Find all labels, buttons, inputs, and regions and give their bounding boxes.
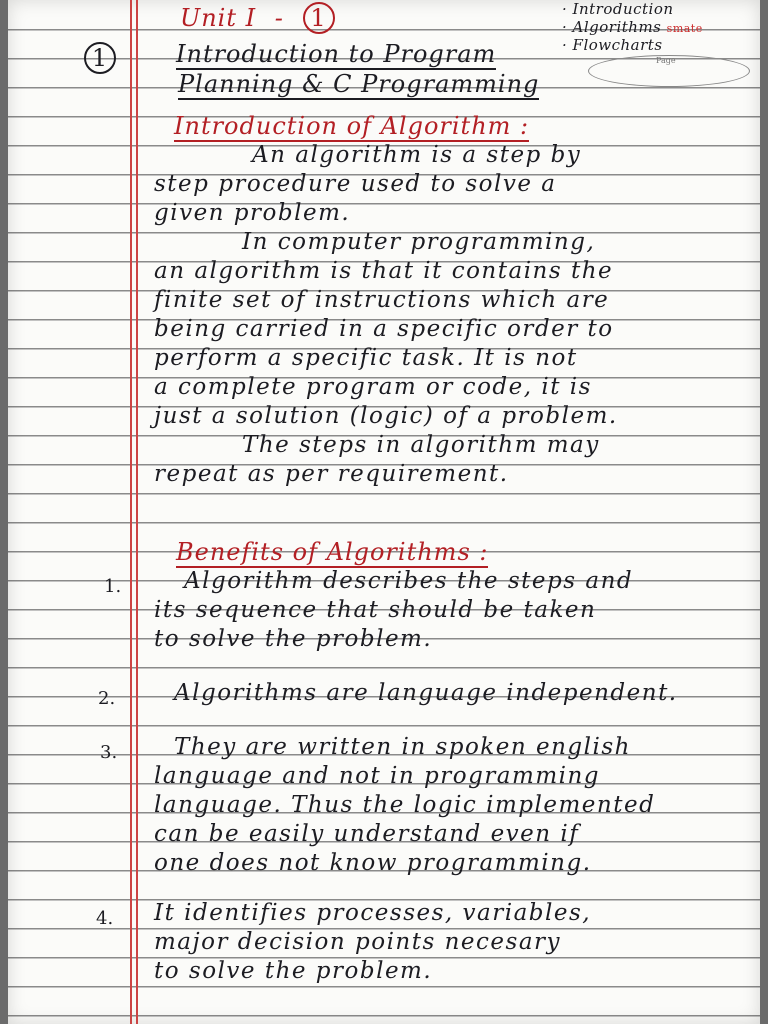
point-number: 1. — [104, 576, 122, 597]
text-line: An algorithm is a step by — [252, 142, 582, 168]
text-line: to solve the problem. — [154, 626, 433, 652]
notebook-page — [8, 0, 760, 1024]
point-number: 3. — [100, 742, 118, 763]
text-line: finite set of instructions which are — [154, 287, 610, 313]
text-line: one does not know programming. — [154, 850, 592, 876]
title-line-2: Planning & C Programming — [178, 70, 540, 98]
text-line: given problem. — [154, 200, 351, 226]
title-line-1: Introduction to Program — [176, 40, 497, 68]
text-line: In computer programming, — [242, 229, 596, 255]
text-line: step procedure used to solve a — [154, 171, 557, 197]
text-line: The steps in algorithm may — [242, 432, 600, 458]
text-line: It identifies processes, variables, — [154, 900, 592, 926]
section-heading: Introduction of Algorithm : — [174, 112, 530, 140]
text-line: being carried in a specific order to — [154, 316, 614, 342]
section-heading: Benefits of Algorithms : — [176, 538, 489, 566]
page-label: Page — [656, 56, 676, 65]
unit-dash: - — [274, 4, 284, 32]
text-line: perform a specific task. It is not — [154, 345, 578, 371]
brand-logo: smate — [666, 22, 703, 35]
topic-item: · Flowcharts — [562, 36, 663, 54]
text-line: can be easily understand even if — [154, 821, 580, 847]
point-number: 4. — [96, 908, 114, 929]
unit-text: Unit I — [180, 4, 257, 32]
section-number — [84, 42, 116, 74]
text-line: language. Thus the logic implemented — [154, 792, 656, 818]
text-line: They are written in spoken english — [174, 734, 631, 760]
text-line: just a solution (logic) of a problem. — [154, 403, 618, 429]
text-line: Algorithms are language independent. — [174, 680, 678, 706]
topic-item — [562, 18, 703, 36]
text-line: to solve the problem. — [154, 958, 433, 984]
topic-item: · Introduction — [562, 0, 674, 18]
margin-line — [130, 0, 132, 1024]
text-line: a complete program or code, it is — [154, 374, 592, 400]
text-line: an algorithm is that it contains the — [154, 258, 614, 284]
margin-line-inner — [136, 0, 138, 1024]
text-line: major decision points necesary — [154, 929, 562, 955]
text-line: language and not in programming — [154, 763, 601, 789]
unit-heading — [180, 2, 335, 34]
text-line: Algorithm describes the steps and — [184, 568, 634, 594]
text-line: its sequence that should be taken — [154, 597, 597, 623]
unit-number: 1 — [303, 2, 335, 34]
section-circle: 1 — [84, 42, 116, 74]
topic-item-text: · Algorithms — [562, 18, 662, 36]
point-number: 2. — [98, 688, 116, 709]
text-line: repeat as per requirement. — [154, 461, 509, 487]
